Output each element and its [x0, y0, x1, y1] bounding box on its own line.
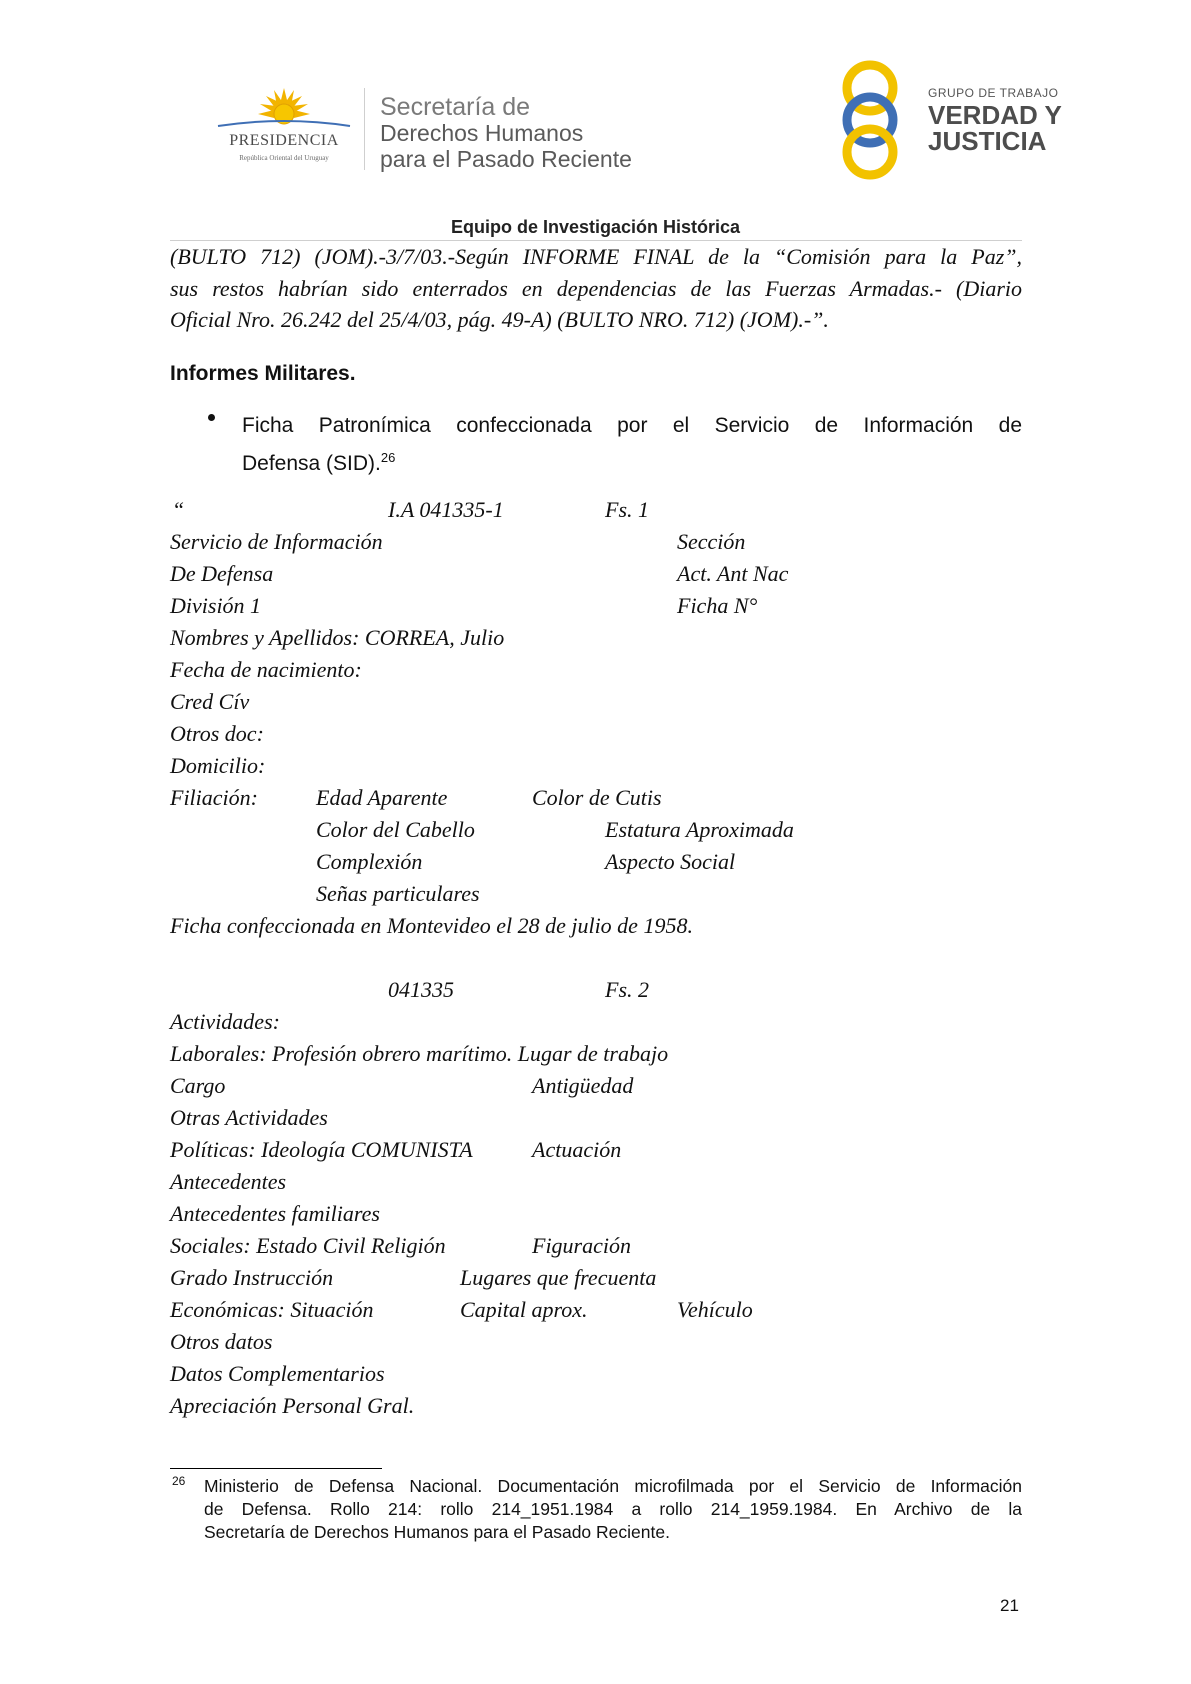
ficha1-servicio: Servicio de Información	[170, 529, 383, 554]
ficha2-otros-datos: Otros datos	[170, 1329, 273, 1354]
secretaria-line-2: Derechos Humanos	[380, 120, 584, 146]
verdad-justicia-text	[928, 86, 1062, 154]
grupo-line-3: JUSTICIA	[928, 126, 1047, 156]
team-title: Equipo de Investigación Histórica	[450, 217, 741, 237]
section-title: Informes Militares.	[170, 362, 356, 385]
ficha1-filiacion: Filiación:	[170, 785, 258, 810]
ficha1-cred-civ: Cred Cív	[170, 689, 250, 714]
ficha1-seccion: Sección	[677, 529, 746, 554]
verdad-justicia-logo	[820, 58, 920, 180]
ficha1-division: División 1	[170, 593, 262, 618]
ficha1-ficha-n: Ficha N°	[677, 593, 758, 618]
ficha2-fs: Fs. 2	[605, 977, 649, 1002]
bullet-line-1: Ficha Patronímica confeccionada por el Servicio de Información de	[242, 414, 1022, 437]
ficha1-nombres: Nombres y Apellidos: CORREA, Julio	[170, 625, 505, 650]
secretaria-line-3: para el Pasado Reciente	[380, 146, 632, 172]
ficha2-cargo: Cargo	[170, 1073, 226, 1098]
ficha2-capital: Capital aprox.	[460, 1297, 588, 1322]
ficha1-act-ant-nac: Act. Ant Nac	[677, 561, 789, 586]
secretaria-logo-text	[380, 94, 632, 172]
ficha2-apreciacion: Apreciación Personal Gral.	[170, 1393, 415, 1418]
presidencia-logo-subtext: República Oriental del Uruguay	[239, 154, 329, 162]
bullet-item	[242, 410, 1022, 480]
ficha2-actividades: Actividades:	[170, 1009, 280, 1034]
intro-paragraph	[170, 241, 1022, 336]
footnote-number: 26	[172, 1474, 186, 1488]
footnote-ref[interactable]: 26	[380, 450, 396, 465]
ficha1-complexion: Complexión	[316, 849, 423, 874]
ficha1-de-defensa: De Defensa	[170, 561, 274, 586]
ficha1-confeccionada: Ficha confeccionada en Montevideo el 28 de julio de 1958.	[170, 913, 693, 938]
ficha2-politicas: Políticas: Ideología COMUNISTA	[170, 1137, 473, 1162]
ficha2-vehiculo: Vehículo	[677, 1297, 753, 1322]
ficha2-antecedentes: Antecedentes	[170, 1169, 287, 1194]
ficha1-otros-doc: Otros doc:	[170, 721, 264, 746]
ficha1-fs: Fs. 1	[605, 497, 649, 522]
bullet-line-2: Defensa (SID).	[242, 452, 381, 475]
ficha2-laborales: Laborales: Profesión obrero marítimo. Lugar de trabajo	[170, 1041, 669, 1066]
presidencia-logo-text: PRESIDENCIA	[229, 132, 339, 149]
ficha1-ia: I.A 041335-1	[388, 497, 504, 522]
ficha1-fecha-nac: Fecha de nacimiento:	[170, 657, 362, 682]
intro-line-2: sus restos habrían sido enterrados en dependencias de las Fuerzas Armadas.- (Diario	[170, 275, 1022, 301]
ficha2-lugares: Lugares que frecuenta	[460, 1265, 657, 1290]
intro-line-1: (BULTO 712) (JOM).-3/7/03.-Según INFORME FINAL de la “Comisión para la Paz”,	[170, 244, 1022, 269]
ficha1-estatura: Estatura Aproximada	[605, 817, 794, 842]
footnote-text	[204, 1475, 1022, 1544]
footnote-divider	[170, 1468, 382, 1469]
grupo-line-1: GRUPO DE TRABAJO	[928, 86, 1059, 100]
footnote-line-1: Ministerio de Defensa Nacional. Documentación microfilmada por el Servicio de Información	[204, 1476, 1022, 1496]
ficha1-aspecto-social: Aspecto Social	[605, 849, 736, 874]
ficha1-domicilio: Domicilio:	[170, 753, 266, 778]
linked-rings-icon	[820, 58, 920, 180]
page-number: 21	[1000, 1596, 1019, 1615]
presidencia-logo	[208, 86, 360, 170]
grupo-line-2: VERDAD Y	[928, 100, 1062, 130]
ficha2-figuracion: Figuración	[532, 1233, 631, 1258]
ficha1-color-cutis: Color de Cutis	[532, 785, 662, 810]
ficha2-economicas: Económicas: Situación	[170, 1297, 374, 1322]
ficha2-grado: Grado Instrucción	[170, 1265, 334, 1290]
ficha2-actuacion: Actuación	[532, 1137, 622, 1162]
footnote-line-3: Secretaría de Derechos Humanos para el Pasado Reciente.	[204, 1522, 670, 1542]
footnote-line-2: de Defensa. Rollo 214: rollo 214_1951.1984 a rollo 214_1959.1984. En Archivo de la	[204, 1499, 1022, 1519]
quote-mark: “	[172, 497, 185, 522]
ficha2-number: 041335	[388, 977, 454, 1002]
ficha1-edad-aparente: Edad Aparente	[316, 785, 448, 810]
ficha2-sociales: Sociales: Estado Civil Religión	[170, 1233, 446, 1258]
ficha2-datos-complementarios: Datos Complementarios	[170, 1361, 385, 1386]
ficha1-senas: Señas particulares	[316, 881, 480, 906]
ficha1-color-cabello: Color del Cabello	[316, 817, 475, 842]
ficha2-otras-actividades: Otras Actividades	[170, 1105, 328, 1130]
bullet-icon	[208, 414, 215, 421]
intro-line-3: Oficial Nro. 26.242 del 25/4/03, pág. 49-A) (BULTO NRO. 712) (JOM).-”.	[170, 307, 829, 332]
ficha2-antiguedad: Antigüedad	[532, 1073, 634, 1098]
logo-divider	[364, 88, 365, 170]
secretaria-line-1: Secretaría de	[380, 93, 531, 121]
ficha2-antecedentes-familiares: Antecedentes familiares	[170, 1201, 380, 1226]
